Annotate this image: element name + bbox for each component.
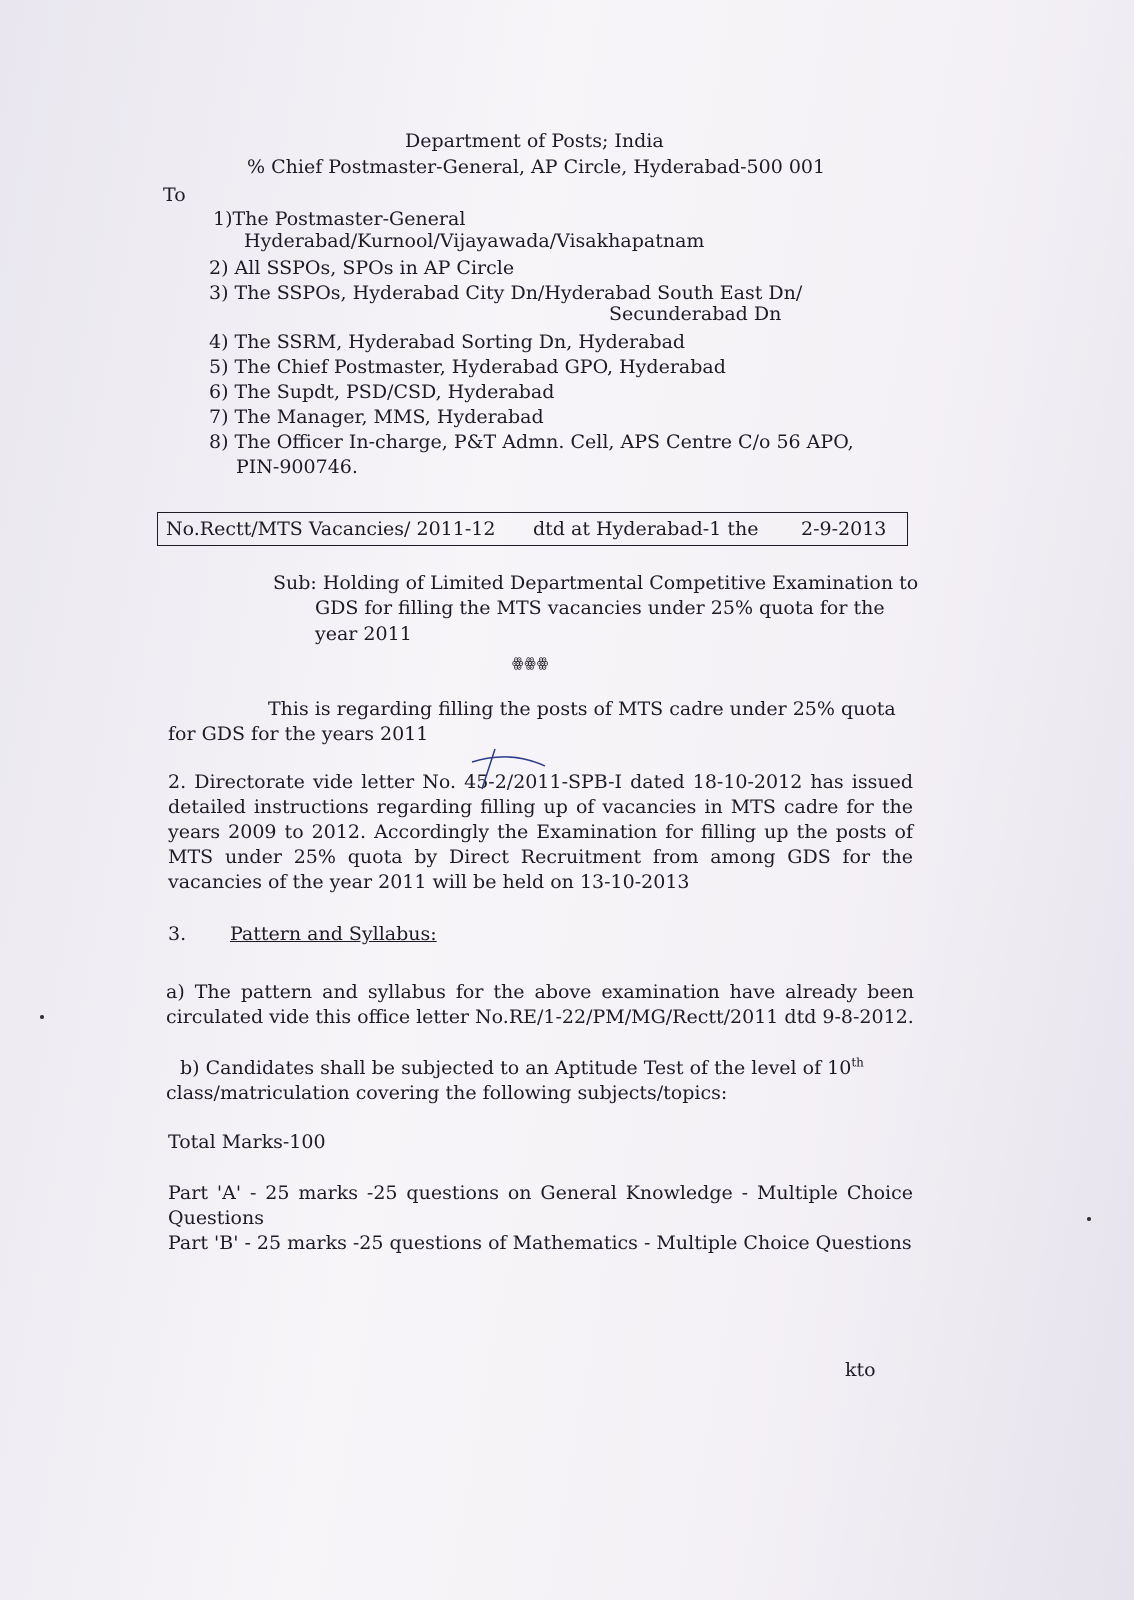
addressee-item: 8) The Officer In-charge, P&T Admn. Cell, APS Centre C/o 56 APO,: [209, 431, 854, 453]
addressee-item: Hyderabad/Kurnool/Vijayawada/Visakhapatnam: [244, 230, 705, 252]
subject-line: Sub: Holding of Limited Departmental Competitive Examination to: [273, 572, 919, 594]
section-number: 3.: [168, 923, 187, 945]
reference-box: [157, 512, 908, 546]
subject-line: year 2011: [315, 623, 412, 645]
addressee-item: 5) The Chief Postmaster, Hyderabad GPO, Hyderabad: [209, 356, 726, 378]
paragraph-2: 2. Directorate vide letter No. 45-2/2011-SPB-I dated 18-10-2012 has issued detailed instructions regarding filling up of vacancies in MTS cadre for the years 2009 to 2012. Accordingly the Examination for filling up the posts of MTS under 25% quota by Direct Recruitment from among GDS for the vacancies of the year 2011 will be held on 13-10-2013: [168, 771, 913, 893]
addressee-item: 4) The SSRM, Hyderabad Sorting Dn, Hyderabad: [209, 331, 686, 353]
to-label: To: [163, 184, 186, 206]
reference-number: No.Rectt/MTS Vacancies/ 2011-12: [166, 518, 496, 540]
kto-label: kto: [845, 1359, 876, 1381]
section-title: Pattern and Syllabus:: [230, 923, 437, 945]
reference-date: 2-9-2013: [801, 518, 887, 540]
speck: [40, 1015, 44, 1019]
speck: [1087, 1217, 1091, 1221]
addressee-item: Secunderabad Dn: [609, 303, 782, 325]
paragraph-1: This is regarding filling the posts of MTS cadre under 25% quota: [268, 698, 896, 720]
department-heading: Department of Posts; India: [405, 130, 664, 152]
reference-dated-at: dtd at Hyderabad-1 the: [533, 518, 759, 540]
item-a: a) The pattern and syllabus for the above examination have already been circulated vide this office letter No.RE/1-22/PM/MG/Rectt/2011 dtd 9-8-2012.: [166, 981, 914, 1028]
office-heading: % Chief Postmaster-General, AP Circle, Hyderabad-500 001: [247, 156, 826, 178]
addressee-item: 7) The Manager, MMS, Hyderabad: [209, 406, 544, 428]
part-b: Part 'B' - 25 marks -25 questions of Mathematics - Multiple Choice Questions: [168, 1232, 912, 1254]
addressee-item: 1)The Postmaster-General: [213, 208, 466, 230]
part-a: Part 'A' - 25 marks -25 questions on General Knowledge - Multiple Choice Questions: [168, 1182, 913, 1229]
paragraph-1-cont: for GDS for the years 2011: [168, 723, 429, 745]
addressee-item: 2) All SSPOs, SPOs in AP Circle: [209, 257, 515, 279]
subject-line: GDS for filling the MTS vacancies under 25% quota for the: [315, 597, 885, 619]
pen-mark: [470, 744, 550, 794]
addressee-item: 3) The SSPOs, Hyderabad City Dn/Hyderabad South East Dn/: [209, 282, 803, 304]
divider-ornament: ꙮꙮꙮ: [512, 656, 550, 671]
addressee-item: PIN-900746.: [236, 456, 358, 478]
total-marks: Total Marks-100: [168, 1131, 326, 1153]
item-b-cont: class/matriculation covering the following subjects/topics:: [166, 1082, 728, 1104]
addressee-item: 6) The Supdt, PSD/CSD, Hyderabad: [209, 381, 555, 403]
item-b: b) Candidates shall be subjected to an Aptitude Test of the level of 10th: [180, 1055, 864, 1079]
